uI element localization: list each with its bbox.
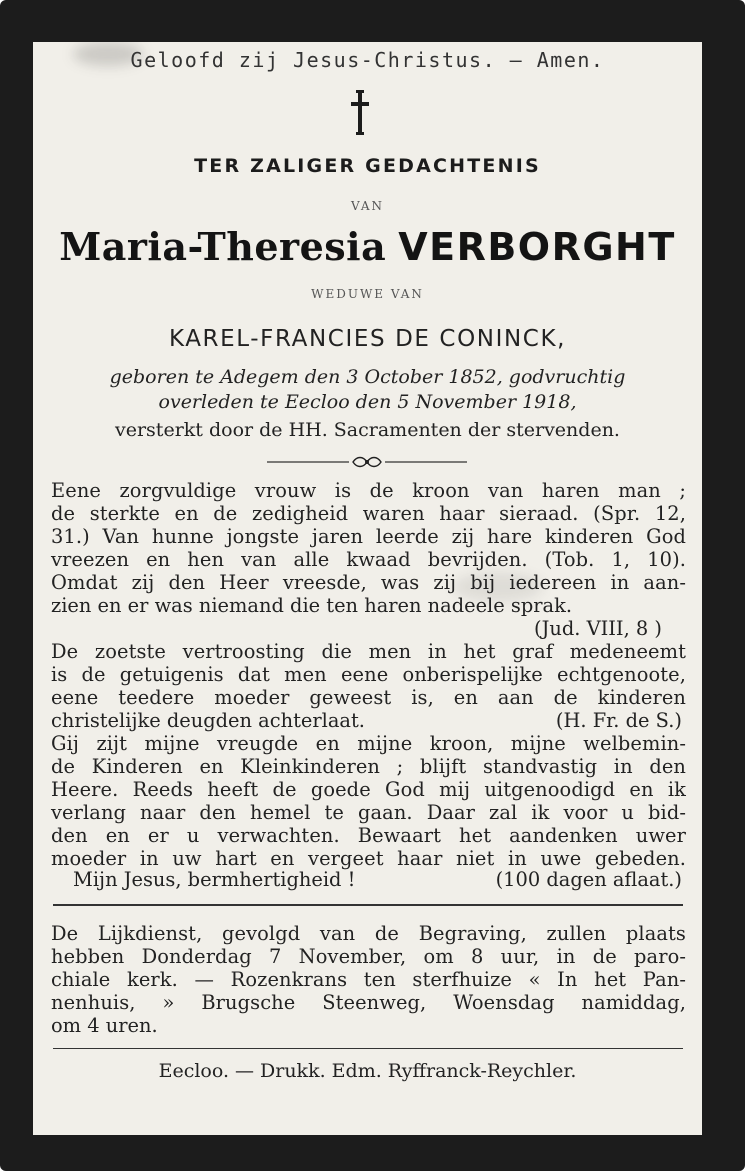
printer-dash: — xyxy=(235,1060,254,1082)
motto: Geloofd zij Jesus-Christus. — Amen. xyxy=(130,48,605,72)
paragraph-line: verlang naar den hemel te gaan. Daar zal ik voor u bid- xyxy=(51,801,686,824)
paragraph-line: de Kinderen en Kleinkinderen ; blijft standvastig in den xyxy=(51,755,686,778)
paragraph-line: Omdat zij den Heer vreesde, was zij bij iedereen in aan- xyxy=(51,571,686,594)
memorial-heading: TER ZALIGER GEDACHTENIS xyxy=(194,155,541,177)
paragraph-line: den en er u verwachten. Bewaart het aandenken uwer xyxy=(51,824,686,847)
van-label: VAN xyxy=(350,199,385,213)
paragraph-line: 31.) Van hunne jongste jaren leerde zij hare kinderen God xyxy=(51,525,686,548)
printer-line xyxy=(33,1060,702,1082)
scripture-reference: (Jud. VIII, 8 ) xyxy=(534,617,662,640)
funeral-line: nenhuis, » Brugsche Steenweg, Woensdag namiddag, xyxy=(51,991,686,1014)
funeral-line: chiale kerk. — Rozenkrans ten sterfhuize « In het Pan- xyxy=(51,968,686,991)
scripture-reference: (H. Fr. de S.) xyxy=(555,709,682,732)
deceased-given-names: Maria-Theresia xyxy=(59,224,387,269)
paragraph-line: christelijke deugden achterlaat. xyxy=(51,709,365,732)
birth-line: geboren te Adegem den 3 October 1852, godvruchtig xyxy=(109,366,626,388)
indulgence-line: (100 dagen aflaat.) xyxy=(495,868,682,891)
divider-rule xyxy=(53,904,683,906)
funeral-line: om 4 uren. xyxy=(51,1014,158,1037)
deceased-surname: VERBORGHT xyxy=(398,225,676,269)
paragraph-line: eene teedere moeder geweest is, en aan de kinderen xyxy=(51,686,686,709)
funeral-line: hebben Donderdag 7 November, om 8 uur, in de paro- xyxy=(51,945,686,968)
cross-icon xyxy=(349,90,371,136)
card-paper xyxy=(33,42,702,1135)
paragraph-line: Eene zorgvuldige vrouw is de kroon van haren man ; xyxy=(51,479,686,502)
paragraph-line: De zoetste vertroosting die men in het graf medeneemt xyxy=(51,640,686,663)
prayer-line: Mijn Jesus, bermhertigheid ! xyxy=(73,868,356,891)
divider-rule xyxy=(53,1048,683,1049)
paragraph-line: moeder in uw hart en vergeet haar niet in uwe gebeden. xyxy=(51,847,686,870)
printer-name: Drukk. Edm. Ryffranck-Reychler. xyxy=(260,1060,577,1082)
printer-place: Eecloo. xyxy=(158,1060,229,1082)
paragraph-line: Heere. Reeds heeft de goede God mij uitgenoodigd en ik xyxy=(51,778,686,801)
funeral-line: De Lijkdienst, gevolgd van de Begraving, zullen plaats xyxy=(51,922,686,945)
ornament-divider xyxy=(267,454,467,468)
paragraph-line: de sterkte en de zedigheid waren haar sieraad. (Spr. 12, xyxy=(51,502,686,525)
deceased-name xyxy=(33,224,702,269)
husband-name: KAREL-FRANCIES DE CONINCK, xyxy=(168,326,567,352)
paragraph-line: is de getuigenis dat men eene onberispelijke echtgenoote, xyxy=(51,663,686,686)
paragraph-line: Gij zijt mijne vreugde en mijne kroon, mijne welbemin- xyxy=(51,732,686,755)
death-line: overleden te Eecloo den 5 November 1918, xyxy=(158,391,577,413)
widow-of-label: WEDUWE VAN xyxy=(311,287,424,301)
paragraph-line: vreezen en hen van alle kwaad bevrijden. (Tob. 1, 10). xyxy=(51,548,686,571)
paragraph-line: zien en er was niemand die ten haren nadeele sprak. xyxy=(51,594,573,617)
sacraments-line: versterkt door de HH. Sacramenten der stervenden. xyxy=(115,419,620,441)
